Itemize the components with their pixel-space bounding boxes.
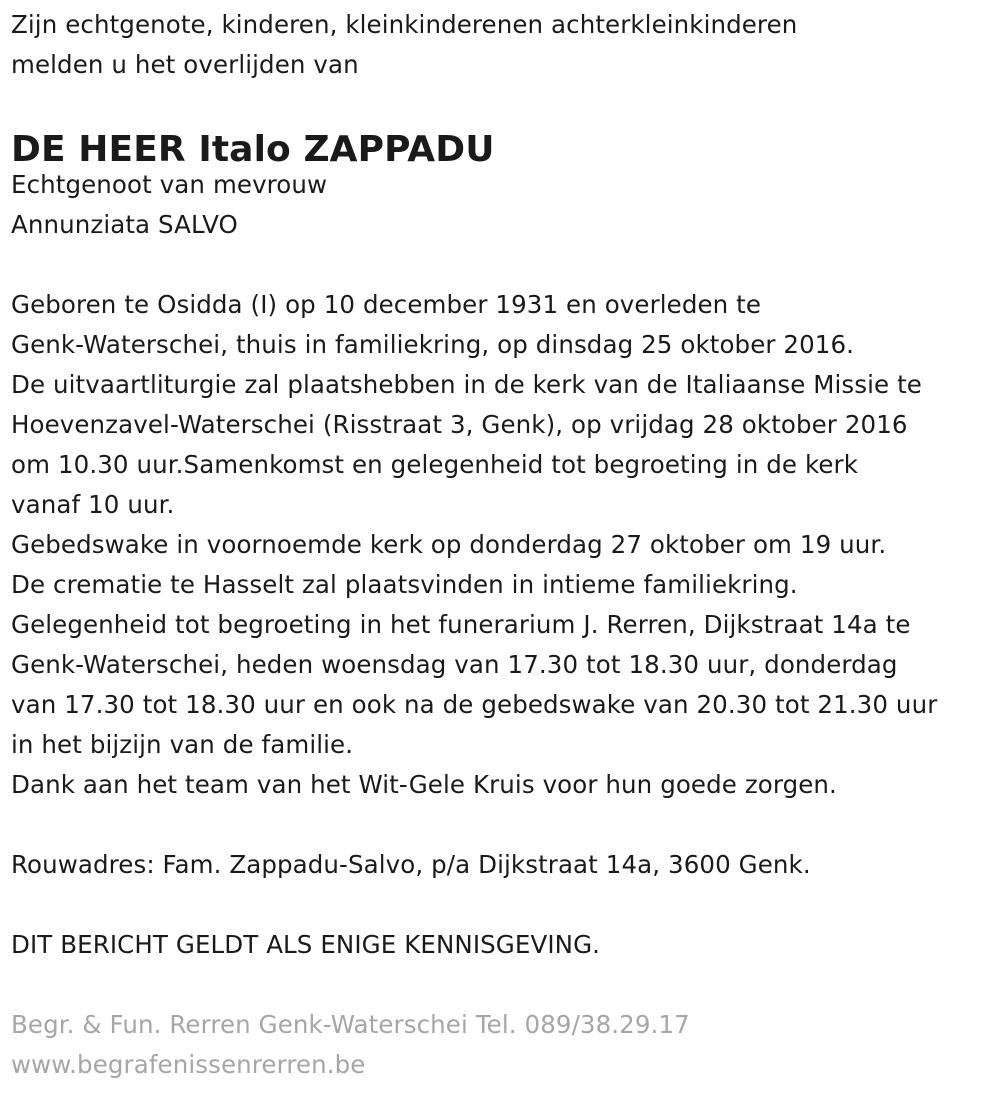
spacer — [11, 85, 991, 125]
details-line: van 17.30 tot 18.30 uur en ook na de gebedswake van 20.30 tot 21.30 uur — [11, 690, 938, 719]
spacer — [11, 965, 991, 1005]
details-line: De uitvaartliturgie zal plaatshebben in de kerk van de Italiaanse Missie te — [11, 370, 922, 399]
details-line: vanaf 10 uur. — [11, 490, 175, 519]
details-line: De crematie te Hasselt zal plaatsvinden in intieme familiekring. — [11, 570, 798, 599]
deceased-name: DE HEER Italo ZAPPADU — [11, 129, 495, 170]
details-line: om 10.30 uur.Samenkomst en gelegenheid tot begroeting in de kerk — [11, 450, 859, 479]
details-line: Hoevenzavel-Waterschei (Risstraat 3, Genk), op vrijdag 28 oktober 2016 — [11, 410, 908, 439]
details-block — [11, 285, 991, 805]
spacer — [11, 805, 991, 845]
details-line: Geboren te Osidda (I) op 10 december 1931 en overleden te — [11, 290, 762, 319]
spouse-block — [11, 165, 991, 245]
funeral-home-website[interactable]: www.begrafenissenrerren.be — [11, 1050, 366, 1079]
spouse-line: Annunziata SALVO — [11, 210, 238, 239]
intro-block — [11, 5, 991, 85]
funeral-home-footer — [11, 1005, 991, 1085]
details-line: Genk-Waterschei, heden woensdag van 17.30 tot 18.30 uur, donderdag — [11, 650, 898, 679]
spouse-line: Echtgenoot van mevrouw — [11, 170, 328, 199]
spacer — [11, 885, 991, 925]
mourning-address: Rouwadres: Fam. Zappadu-Salvo, p/a Dijkstraat 14a, 3600 Genk. — [11, 850, 811, 879]
details-line: Gelegenheid tot begroeting in het funerarium J. Rerren, Dijkstraat 14a te — [11, 610, 911, 639]
funeral-home-contact: Begr. & Fun. Rerren Genk-Waterschei Tel. 089/38.29.17 — [11, 1010, 690, 1039]
obituary-notice — [11, 5, 991, 1085]
sole-notice-statement: DIT BERICHT GELDT ALS ENIGE KENNISGEVING. — [11, 930, 601, 959]
spacer — [11, 245, 991, 285]
details-line: Genk-Waterschei, thuis in familiekring, op dinsdag 25 oktober 2016. — [11, 330, 855, 359]
details-line: Gebedswake in voornoemde kerk op donderdag 27 oktober om 19 uur. — [11, 530, 887, 559]
details-line: Dank aan het team van het Wit-Gele Kruis voor hun goede zorgen. — [11, 770, 837, 799]
details-line: in het bijzijn van de familie. — [11, 730, 354, 759]
intro-line: melden u het overlijden van — [11, 50, 359, 79]
intro-line: Zijn echtgenote, kinderen, kleinkinderenen achterkleinkinderen — [11, 10, 798, 39]
